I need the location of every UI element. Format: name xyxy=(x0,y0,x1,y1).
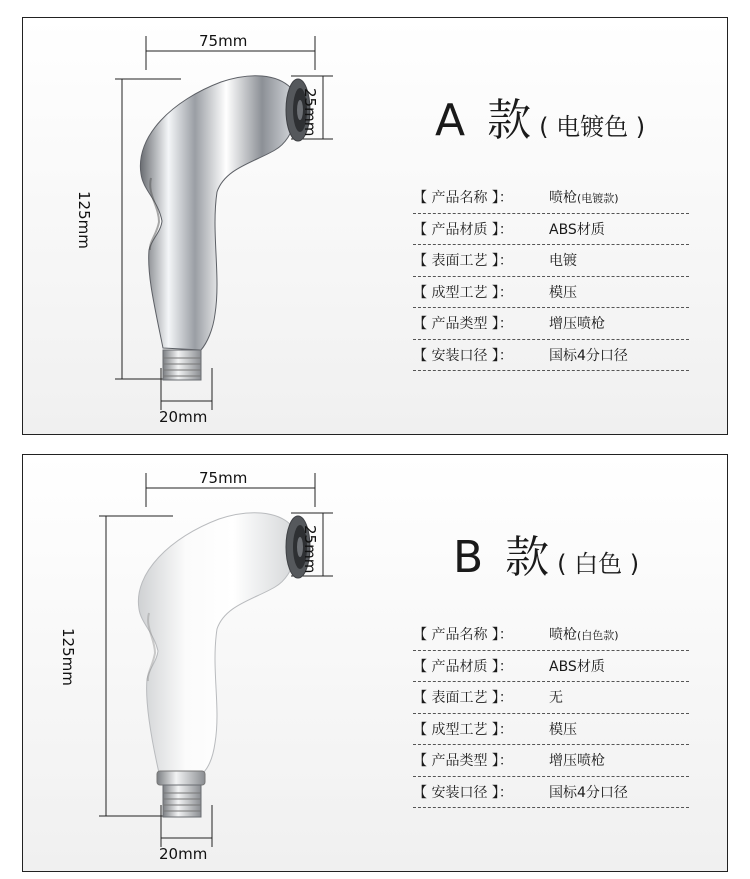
spec-value: 增压喷枪 xyxy=(549,316,605,333)
spec-label: 【 表面工艺 】： xyxy=(413,690,513,707)
dim-nozzle-label: 25mm xyxy=(301,525,319,574)
spec-row xyxy=(413,340,689,372)
dim-base-label: 20mm xyxy=(159,845,208,863)
spec-row xyxy=(413,182,689,214)
spec-label: 【 产品类型 】： xyxy=(413,316,513,333)
spec-value: 电镀 xyxy=(549,253,577,270)
spec-row xyxy=(413,277,689,309)
spec-row xyxy=(413,308,689,340)
spec-row xyxy=(413,682,689,714)
spec-label: 【 产品材质 】： xyxy=(413,658,513,675)
spec-label: 【 成型工艺 】： xyxy=(413,721,513,738)
dim-width-label: 75mm xyxy=(199,469,248,487)
spec-value: ABS材质 xyxy=(549,221,605,238)
spec-row xyxy=(413,245,689,277)
spec-row xyxy=(413,714,689,746)
product-card-a xyxy=(22,17,728,435)
spec-value: ABS材质 xyxy=(549,658,605,675)
spec-value: 国标4分口径 xyxy=(549,784,628,801)
product-model: B 款 xyxy=(453,532,554,583)
dim-nozzle-label: 25mm xyxy=(301,88,319,137)
spec-label: 【 成型工艺 】： xyxy=(413,284,513,301)
spec-label: 【 安装口径 】： xyxy=(413,784,513,801)
spec-value: 喷枪(白色款) xyxy=(549,627,619,644)
spec-row xyxy=(413,745,689,777)
product-color: ( 电镀色 ) xyxy=(539,113,646,141)
spec-row xyxy=(413,214,689,246)
spec-label: 【 产品类型 】： xyxy=(413,753,513,770)
spec-row xyxy=(413,777,689,809)
spec-label: 【 产品名称 】： xyxy=(413,627,513,644)
spec-row xyxy=(413,651,689,683)
dim-height-label: 125mm xyxy=(59,628,77,686)
dim-base-label: 20mm xyxy=(159,408,208,426)
spec-table xyxy=(413,182,689,371)
spec-label: 【 产品材质 】： xyxy=(413,221,513,238)
product-title xyxy=(435,84,645,148)
spec-row xyxy=(413,619,689,651)
product-model: A 款 xyxy=(435,95,536,146)
dim-height-label: 125mm xyxy=(75,191,93,249)
spec-value: 模压 xyxy=(549,284,577,301)
spec-value: 喷枪(电镀款) xyxy=(549,190,619,207)
product-card-b xyxy=(22,454,728,872)
spec-label: 【 安装口径 】： xyxy=(413,347,513,364)
dim-width-label: 75mm xyxy=(199,32,248,50)
product-color: ( 白色 ) xyxy=(557,550,640,578)
product-title xyxy=(453,521,639,585)
spec-value: 无 xyxy=(549,690,563,707)
spec-value: 模压 xyxy=(549,721,577,738)
spec-note: (白色款) xyxy=(577,629,619,643)
spec-value: 增压喷枪 xyxy=(549,753,605,770)
spec-value: 国标4分口径 xyxy=(549,347,628,364)
spec-table xyxy=(413,619,689,808)
spec-label: 【 表面工艺 】： xyxy=(413,253,513,270)
spec-note: (电镀款) xyxy=(577,192,619,206)
spec-label: 【 产品名称 】： xyxy=(413,190,513,207)
